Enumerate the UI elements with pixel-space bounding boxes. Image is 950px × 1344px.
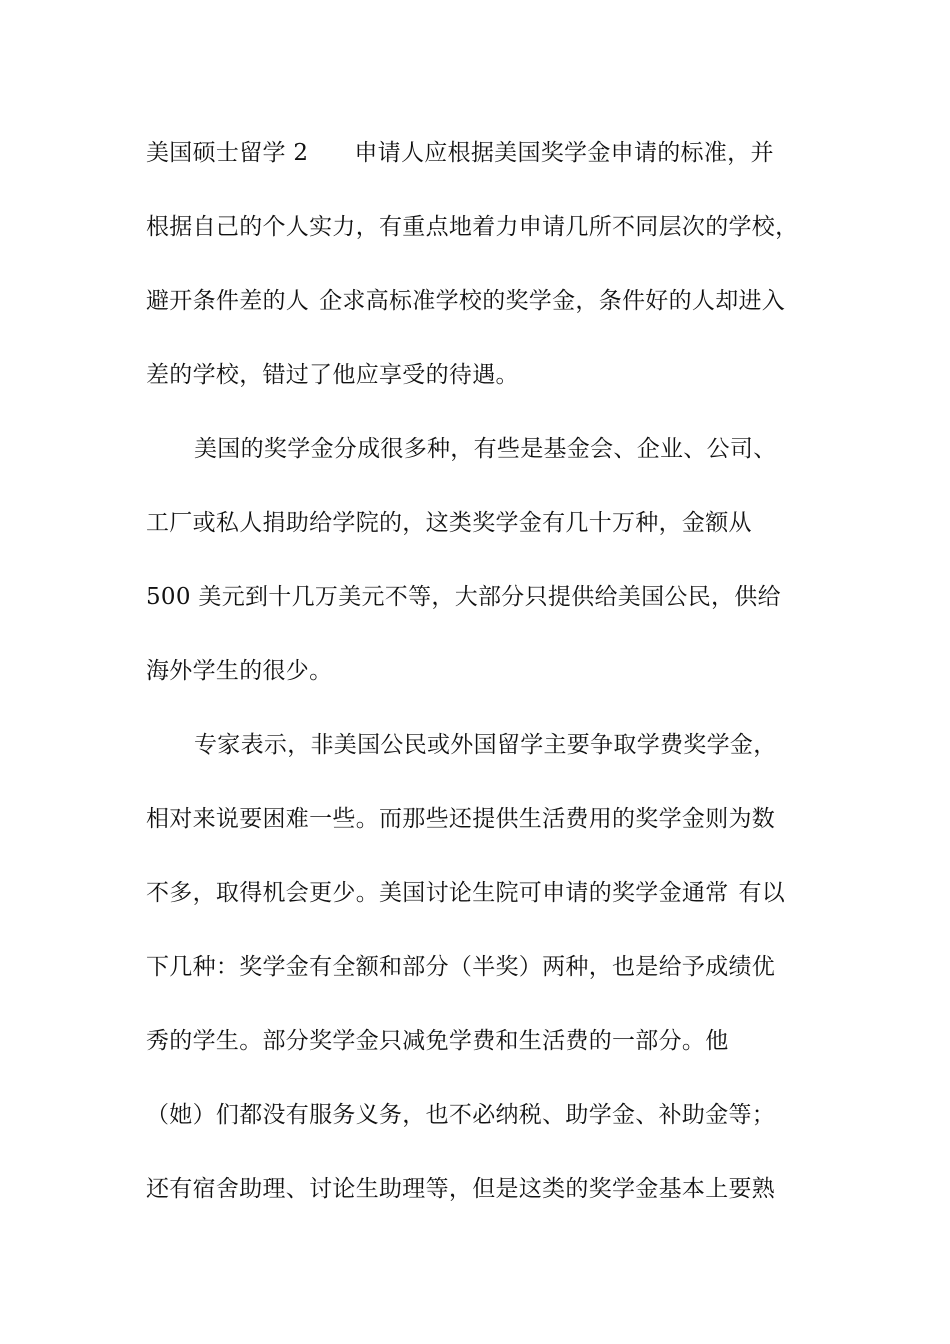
text-line-5: 美国的奖学金分成很多种，有些是基金会、企业、公司、 [194,436,777,462]
text-line-14: （她）们都没有服务义务，也不必纳税、助学金、补助金等； [146,1102,776,1128]
document-heading: 美国硕士留学 2 [146,140,309,166]
text-line-10: 相对来说要困难一些。而那些还提供生活费用的奖学金则为数 [146,806,776,832]
line-text: 不多，取得机会更少。美国讨论生院可申请的奖学金通常 [146,880,729,906]
text-line-12: 下几种：奖学金有全额和部分（半奖）两种，也是给予成绩优 [146,954,776,980]
text-line-4: 差的学校，错过了他应享受的待遇。 [146,362,519,388]
text-line-3 [146,286,826,316]
text-line-7: 500 美元到十几万美元不等，大部分只提供给美国公民，供给 [146,584,781,610]
text-line-6: 工厂或私人捐助给学院的，这类奖学金有几十万种，金额从 [146,510,752,536]
line-text: 企求高标准学校的奖学金，条件好的人却进入 [319,288,786,314]
line-text: 有以 [738,880,786,906]
line-text: 申请人应根据美国奖学金申请的标准，并 [354,140,774,166]
text-line-1 [146,138,826,168]
text-line-2: 根据自己的个人实力，有重点地着力申请几所不同层次的学校， [146,214,799,240]
text-line-8: 海外学生的很少。 [146,658,333,684]
text-line-11 [146,878,826,908]
text-line-9: 专家表示，非美国公民或外国留学主要争取学费奖学金， [194,732,777,758]
line-text: 避开条件差的人 [146,288,310,314]
text-line-13: 秀的学生。部分奖学金只减免学费和生活费的一部分。他 [146,1028,729,1054]
text-line-15: 还有宿舍助理、讨论生助理等，但是这类的奖学金基本上要熟 [146,1176,776,1202]
